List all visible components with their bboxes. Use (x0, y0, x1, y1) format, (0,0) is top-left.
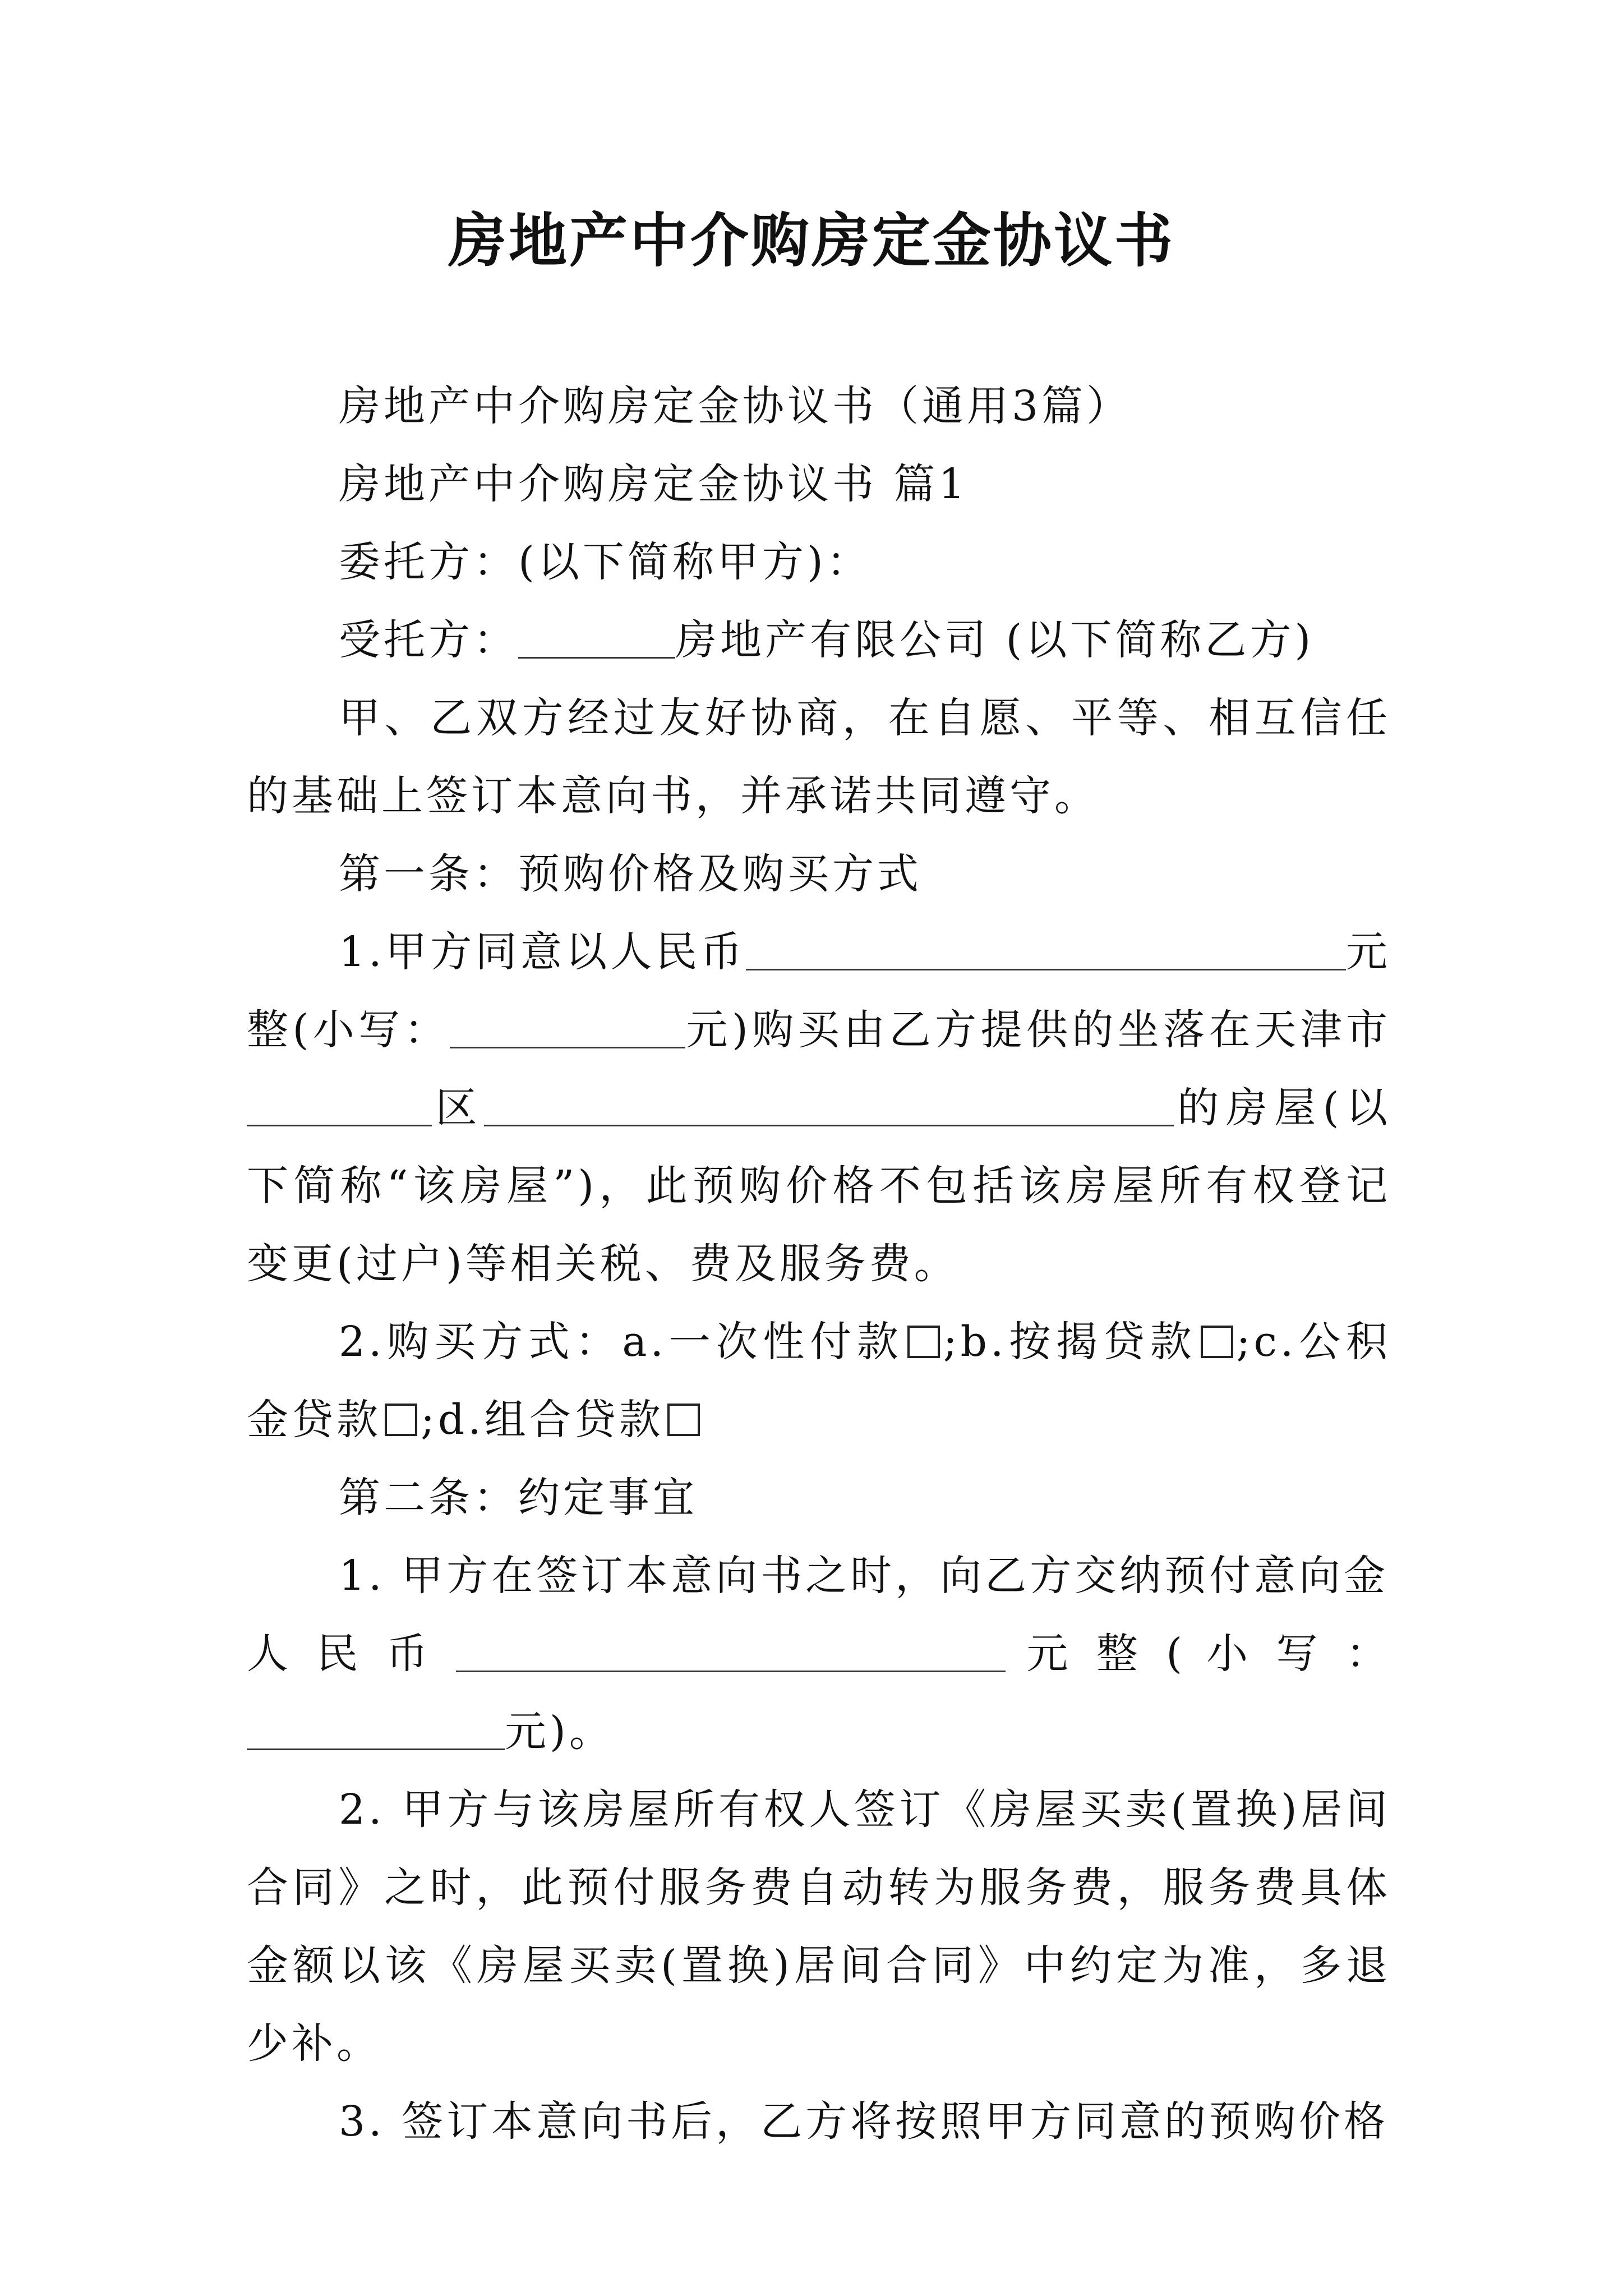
article2-clause1-line1: 1. 甲方在签订本意向书之时，向乙方交纳预付意向金 (339, 1552, 1389, 1600)
clause1-small-prefix: 整(小写： (247, 1006, 450, 1054)
address-blank (484, 1085, 1174, 1126)
price-uppercase-blank (746, 930, 1346, 970)
clause1-small-suffix: 元)购买由乙方提供的坐落在天津市 (685, 1006, 1391, 1054)
clause1-rest: 的房屋(以下简称“该房屋”)，此预购价格不包括该房屋所有权登记变更(过户)等相关税、费及服务费。 (247, 1084, 1391, 1288)
agent-line (247, 601, 1391, 679)
clause1-district: 区 (432, 1084, 484, 1132)
district-blank (247, 1085, 432, 1126)
checkbox-combined-loan[interactable] (667, 1404, 700, 1436)
document-title: 房地产中介购房定金协议书 (448, 206, 1175, 275)
article2-clause1-line3 (247, 1693, 1391, 1771)
part-heading: 房地产中介购房定金协议书 篇1 (339, 460, 969, 508)
clause1-yuan: 元 (1345, 928, 1391, 976)
payment-method-label: 2.购买方式：a.一次性付款 (339, 1318, 904, 1366)
article1-title: 第一条：预购价格及购买方式 (339, 850, 922, 898)
article2-clause2: 2. 甲方与该房屋所有权人签订《房屋买卖(置换)居间合同》之时，此预付服务费自动转为服务费，服务费具体金额以该《房屋买卖(置换)居间合同》中约定为准，多退少补。 (247, 1786, 1391, 2068)
deposit-uppercase-blank (456, 1631, 1006, 1672)
option-combined-label: ;d.组合贷款 (421, 1396, 664, 1444)
article1-clause1 (247, 913, 1391, 1303)
intro-paragraph: 甲、乙双方经过友好协商，在自愿、平等、相互信任的基础上签订本意向书，并承诺共同遵守。 (247, 694, 1391, 820)
option-mortgage-label: ;b.按揭贷款 (943, 1318, 1197, 1366)
option-provident-label: ;c.公积金贷款 (247, 1318, 1391, 1444)
checkbox-provident-fund[interactable] (385, 1404, 417, 1436)
document-body (247, 367, 1391, 2161)
rmb-label: 人 民 币 (247, 1630, 436, 1678)
subtitle-line: 房地产中介购房定金协议书（通用3篇） (339, 382, 1132, 430)
article2-clause1-line2 (247, 1615, 1391, 1693)
agent-prefix: 受托方： (339, 616, 518, 664)
agent-suffix: 房地产有限公司 (以下简称乙方) (675, 616, 1315, 664)
checkbox-mortgage[interactable] (1201, 1326, 1233, 1358)
deposit-lowercase-blank (247, 1709, 505, 1750)
article1-clause2 (247, 1303, 1391, 1459)
agent-name-blank (518, 618, 675, 659)
deposit-tail: 元 整 ( 小 写 ： (1026, 1630, 1391, 1678)
principal-line: 委托方：(以下简称甲方)： (339, 538, 872, 586)
clause1-prefix: 1.甲方同意以人民币 (339, 928, 746, 976)
checkbox-lump-sum[interactable] (907, 1326, 940, 1358)
article2-clause3: 3. 签订本意向书后，乙方将按照甲方同意的预购价格 (339, 2097, 1389, 2146)
article2-title: 第二条：约定事宜 (339, 1474, 698, 1522)
price-lowercase-blank (450, 1007, 685, 1048)
deposit-end: 元)。 (505, 1708, 614, 1756)
